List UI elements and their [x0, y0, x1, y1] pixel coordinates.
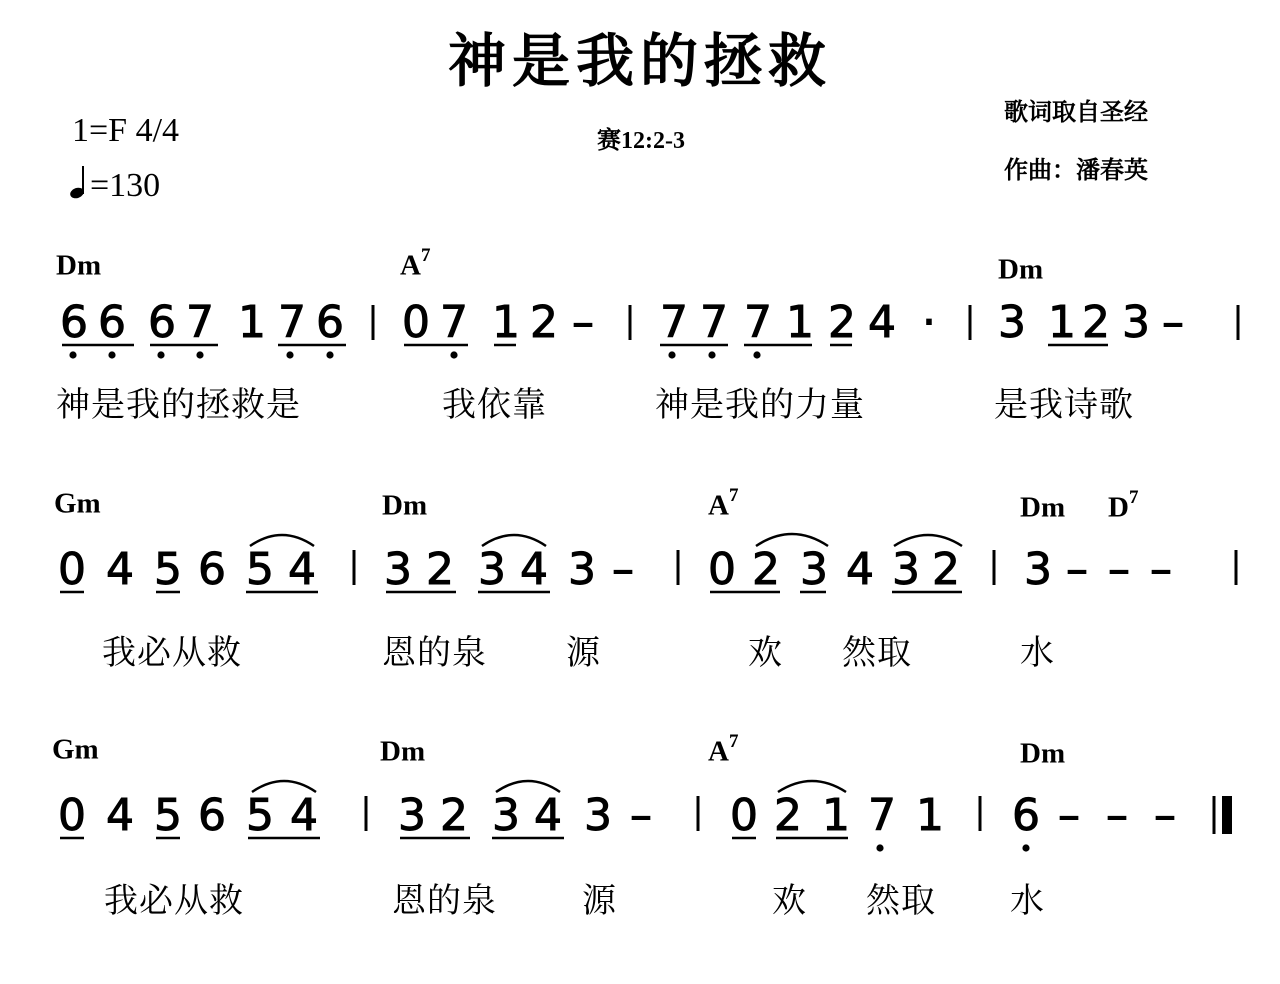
- note: 6: [316, 297, 344, 348]
- note: 5: [154, 544, 182, 595]
- note: 2: [752, 544, 780, 595]
- note: 1: [786, 297, 814, 348]
- note: 7: [700, 297, 728, 348]
- measure: [402, 297, 594, 348]
- composer-credit: 作曲：潘春英: [1004, 156, 1148, 184]
- note: 0: [730, 790, 758, 841]
- note: 3: [1122, 297, 1150, 348]
- chord-symbol: Dm: [998, 253, 1044, 286]
- note: 2: [828, 297, 856, 348]
- note: 6: [98, 297, 126, 348]
- measure: [1012, 790, 1176, 841]
- note: 7: [660, 297, 688, 348]
- note: 6: [148, 297, 176, 348]
- note: –: [1162, 297, 1184, 348]
- lyric: 恩的泉: [392, 881, 497, 921]
- note: 5: [246, 544, 274, 595]
- note: 6: [1012, 790, 1040, 841]
- note: 7: [440, 297, 468, 348]
- measure: [398, 790, 652, 841]
- final-barline-thick: [1222, 796, 1232, 834]
- note: 4: [106, 544, 134, 595]
- note: 4: [288, 544, 316, 595]
- note: 2: [530, 297, 558, 348]
- measure: [1024, 544, 1172, 595]
- note: 3: [800, 544, 828, 595]
- note: 1: [238, 297, 266, 348]
- note: 3: [384, 544, 412, 595]
- note: –: [1066, 544, 1088, 595]
- note: –: [630, 790, 652, 841]
- chord-symbol: Dm: [380, 735, 426, 768]
- lyric: 我必从救: [104, 881, 244, 921]
- note: 1: [1048, 297, 1076, 348]
- lyric: 我必从救: [102, 633, 242, 673]
- lyric: 水: [1010, 881, 1045, 921]
- measure: [58, 790, 318, 841]
- note: 2: [774, 790, 802, 841]
- note: 1: [492, 297, 520, 348]
- measure: [998, 297, 1184, 348]
- chord-symbol: Dm: [382, 489, 428, 522]
- key-time-signature: 1=F 4/4: [72, 112, 180, 149]
- note: 0: [58, 544, 86, 595]
- note: 4: [520, 544, 548, 595]
- chord-symbol: $A^7$: [708, 731, 739, 768]
- chord-symbol: Gm: [54, 487, 101, 520]
- note: 3: [998, 297, 1026, 348]
- octave-dot: [1022, 844, 1029, 851]
- note: 7: [868, 790, 896, 841]
- note: 7: [744, 297, 772, 348]
- note: –: [1150, 544, 1172, 595]
- note: 2: [440, 790, 468, 841]
- note: 7: [278, 297, 306, 348]
- note: 4: [868, 297, 896, 348]
- lyric: 然取: [842, 633, 912, 673]
- lyrics-source: 歌词取自圣经: [1004, 98, 1148, 126]
- measure: [58, 544, 316, 595]
- lyric: 欢: [772, 881, 807, 921]
- lyrics-line: [56, 385, 1134, 425]
- song-title: 神是我的拯救: [447, 27, 832, 95]
- octave-dot: [450, 351, 457, 358]
- note: ·: [922, 297, 936, 348]
- note: 5: [246, 790, 274, 841]
- note: –: [1154, 790, 1176, 841]
- note: 0: [708, 544, 736, 595]
- note: 6: [60, 297, 88, 348]
- measure: [708, 544, 960, 595]
- note: 4: [106, 790, 134, 841]
- measure: [60, 297, 344, 348]
- note: 3: [492, 790, 520, 841]
- chord-symbol: $A^7$: [400, 245, 431, 282]
- chord-symbol: $D^7$: [1108, 487, 1139, 524]
- lyric: 神是我的拯救是: [56, 385, 301, 425]
- lyric: 欢: [748, 633, 783, 673]
- note: –: [572, 297, 594, 348]
- lyric: 源: [566, 633, 601, 673]
- note: 3: [584, 790, 612, 841]
- note: 6: [198, 790, 226, 841]
- note: –: [1108, 544, 1130, 595]
- note: 4: [846, 544, 874, 595]
- note: –: [1058, 790, 1080, 841]
- note: 3: [892, 544, 920, 595]
- lyric: 神是我的力量: [655, 385, 865, 425]
- note: 4: [290, 790, 318, 841]
- scripture-reference: 赛12:2-3: [597, 128, 685, 154]
- note: 5: [154, 790, 182, 841]
- lyric: 然取: [866, 881, 936, 921]
- note: 0: [402, 297, 430, 348]
- lyrics-line: [104, 881, 1045, 921]
- note: 4: [534, 790, 562, 841]
- chord-symbol: Gm: [52, 733, 99, 766]
- lyric: 是我诗歌: [994, 385, 1134, 425]
- note: 2: [1082, 297, 1110, 348]
- lyric: 我依靠: [442, 385, 547, 425]
- octave-dot: [876, 844, 883, 851]
- chord-symbol: Dm: [1020, 491, 1066, 524]
- tempo-value: =130: [90, 167, 161, 204]
- measure: [660, 297, 936, 348]
- note: 3: [478, 544, 506, 595]
- lyric: 恩的泉: [382, 633, 487, 673]
- note: 2: [932, 544, 960, 595]
- note: 1: [916, 790, 944, 841]
- note: 3: [398, 790, 426, 841]
- octave-dots: [69, 351, 333, 358]
- note: –: [612, 544, 634, 595]
- lyric: 水: [1020, 633, 1055, 673]
- chord-symbol: Dm: [1020, 737, 1066, 770]
- chord-symbol: $A^7$: [708, 485, 739, 522]
- note: 3: [568, 544, 596, 595]
- octave-dots: [668, 351, 760, 358]
- note: –: [1106, 790, 1128, 841]
- measure: [730, 790, 944, 841]
- lyric: 源: [582, 881, 617, 921]
- chord-symbol: Dm: [56, 249, 102, 282]
- lyrics-line: [102, 633, 1055, 673]
- note: 6: [198, 544, 226, 595]
- measure: [384, 544, 634, 595]
- note: 1: [822, 790, 850, 841]
- note: 3: [1024, 544, 1052, 595]
- note: 2: [426, 544, 454, 595]
- note: 7: [186, 297, 214, 348]
- note: 0: [58, 790, 86, 841]
